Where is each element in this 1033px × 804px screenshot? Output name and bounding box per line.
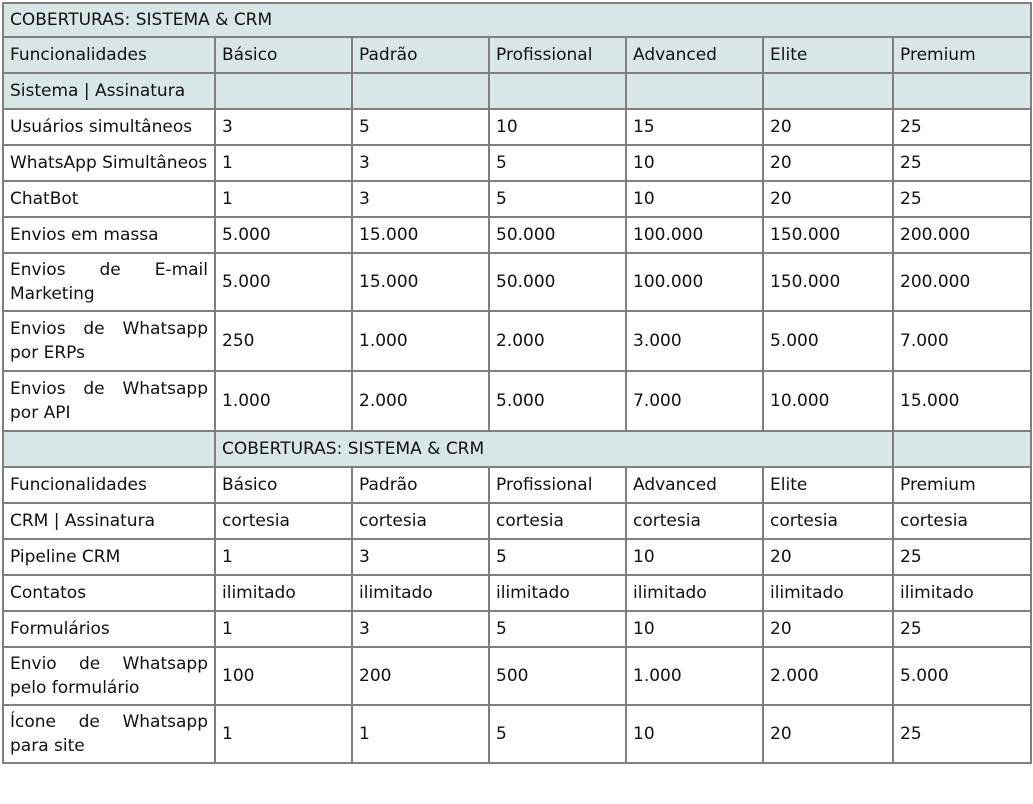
cell: 25 — [893, 109, 1031, 145]
table-row — [3, 539, 1031, 575]
cell: cortesia — [626, 503, 763, 539]
cell: 25 — [893, 611, 1031, 647]
table-row — [3, 575, 1031, 611]
cell: 20 — [763, 611, 893, 647]
row-label: Envio de Whatsapp pelo formulário — [3, 647, 215, 705]
header-cell: Elite — [763, 37, 893, 73]
header-cell: Profissional — [489, 37, 626, 73]
cell: cortesia — [215, 503, 352, 539]
cell: 200 — [352, 647, 489, 705]
cell: ilimitado — [352, 575, 489, 611]
cell: 3 — [352, 539, 489, 575]
cell: ilimitado — [489, 575, 626, 611]
header-cell: Elite — [763, 467, 893, 503]
cell: 1.000 — [626, 647, 763, 705]
cell: 10 — [626, 539, 763, 575]
header-cell: Advanced — [626, 467, 763, 503]
cell: 1 — [215, 539, 352, 575]
row-label: WhatsApp Simultâneos — [3, 145, 215, 181]
section-title: COBERTURAS: SISTEMA & CRM — [215, 431, 893, 467]
cell: 5.000 — [893, 647, 1031, 705]
cell: 2.000 — [352, 371, 489, 431]
header-row — [3, 37, 1031, 73]
cell: 3 — [352, 611, 489, 647]
cell: 1.000 — [215, 371, 352, 431]
cell: 10 — [626, 145, 763, 181]
header-cell: Premium — [893, 37, 1031, 73]
cell: 5 — [352, 109, 489, 145]
cell: 5 — [489, 145, 626, 181]
cell: cortesia — [352, 503, 489, 539]
header-cell: Funcionalidades — [3, 467, 215, 503]
cell: 25 — [893, 181, 1031, 217]
cell: 5 — [489, 705, 626, 763]
cell: 5.000 — [489, 371, 626, 431]
table-row — [3, 217, 1031, 253]
empty-cell — [3, 431, 215, 467]
cell: 15.000 — [352, 253, 489, 311]
cell: 50.000 — [489, 253, 626, 311]
row-label: CRM | Assinatura — [3, 503, 215, 539]
header-cell: Básico — [215, 37, 352, 73]
cell: 10 — [489, 109, 626, 145]
cell: 15.000 — [893, 371, 1031, 431]
cell: 25 — [893, 705, 1031, 763]
cell: 15 — [626, 109, 763, 145]
header-row — [3, 467, 1031, 503]
cell: 1.000 — [352, 311, 489, 371]
cell: 1 — [215, 181, 352, 217]
cell: ilimitado — [215, 575, 352, 611]
cell: 5.000 — [215, 253, 352, 311]
row-label: Ícone de Whatsapp para site — [3, 705, 215, 763]
row-label: ChatBot — [3, 181, 215, 217]
cell: 3.000 — [626, 311, 763, 371]
cell: 3 — [352, 145, 489, 181]
row-label: Envios de E-mail Marketing — [3, 253, 215, 311]
empty-cell — [763, 73, 893, 109]
cell: 20 — [763, 705, 893, 763]
cell: 10 — [626, 181, 763, 217]
cell: 25 — [893, 539, 1031, 575]
coverage-table — [2, 2, 1032, 764]
cell: ilimitado — [626, 575, 763, 611]
cell: cortesia — [893, 503, 1031, 539]
cell: 3 — [352, 181, 489, 217]
cell: 25 — [893, 145, 1031, 181]
empty-cell — [352, 73, 489, 109]
row-label: Pipeline CRM — [3, 539, 215, 575]
cell: 2.000 — [763, 647, 893, 705]
header-cell: Profissional — [489, 467, 626, 503]
cell: 7.000 — [626, 371, 763, 431]
cell: 100 — [215, 647, 352, 705]
cell: 10 — [626, 611, 763, 647]
cell: 100.000 — [626, 217, 763, 253]
cell: 200.000 — [893, 253, 1031, 311]
table-row — [3, 311, 1031, 371]
cell: 15.000 — [352, 217, 489, 253]
cell: cortesia — [489, 503, 626, 539]
header-cell: Funcionalidades — [3, 37, 215, 73]
empty-cell — [489, 73, 626, 109]
header-cell: Básico — [215, 467, 352, 503]
empty-cell — [215, 73, 352, 109]
cell: 50.000 — [489, 217, 626, 253]
table-row — [3, 705, 1031, 763]
cell: ilimitado — [893, 575, 1031, 611]
table-row — [3, 503, 1031, 539]
header-cell: Premium — [893, 467, 1031, 503]
row-label: Formulários — [3, 611, 215, 647]
cell: 5 — [489, 611, 626, 647]
table-row — [3, 647, 1031, 705]
table-row — [3, 181, 1031, 217]
cell: 2.000 — [489, 311, 626, 371]
row-label: Usuários simultâneos — [3, 109, 215, 145]
header-cell: Advanced — [626, 37, 763, 73]
cell: 20 — [763, 539, 893, 575]
cell: 1 — [352, 705, 489, 763]
table-row — [3, 371, 1031, 431]
section-row — [3, 73, 1031, 109]
cell: 5 — [489, 539, 626, 575]
cell: cortesia — [763, 503, 893, 539]
row-label: Envios de Whatsapp por ERPs — [3, 311, 215, 371]
section-title-row — [3, 431, 1031, 467]
cell: 200.000 — [893, 217, 1031, 253]
cell: 3 — [215, 109, 352, 145]
table-row — [3, 611, 1031, 647]
cell: 1 — [215, 611, 352, 647]
row-label: Envios de Whatsapp por API — [3, 371, 215, 431]
table-title-row — [3, 3, 1031, 37]
empty-cell — [893, 431, 1031, 467]
cell: 1 — [215, 705, 352, 763]
cell: 7.000 — [893, 311, 1031, 371]
cell: 250 — [215, 311, 352, 371]
cell: 150.000 — [763, 253, 893, 311]
cell: 100.000 — [626, 253, 763, 311]
table-row — [3, 145, 1031, 181]
table-title: COBERTURAS: SISTEMA & CRM — [3, 3, 1031, 37]
cell: 5.000 — [215, 217, 352, 253]
row-label: Envios em massa — [3, 217, 215, 253]
empty-cell — [626, 73, 763, 109]
table-row — [3, 253, 1031, 311]
cell: 1 — [215, 145, 352, 181]
cell: 500 — [489, 647, 626, 705]
cell: 150.000 — [763, 217, 893, 253]
section-label: Sistema | Assinatura — [3, 73, 215, 109]
row-label: Contatos — [3, 575, 215, 611]
cell: 20 — [763, 181, 893, 217]
cell: 10.000 — [763, 371, 893, 431]
header-cell: Padrão — [352, 467, 489, 503]
cell: 20 — [763, 145, 893, 181]
cell: 10 — [626, 705, 763, 763]
header-cell: Padrão — [352, 37, 489, 73]
cell: 20 — [763, 109, 893, 145]
cell: 5 — [489, 181, 626, 217]
cell: ilimitado — [763, 575, 893, 611]
empty-cell — [893, 73, 1031, 109]
cell: 5.000 — [763, 311, 893, 371]
table-row — [3, 109, 1031, 145]
